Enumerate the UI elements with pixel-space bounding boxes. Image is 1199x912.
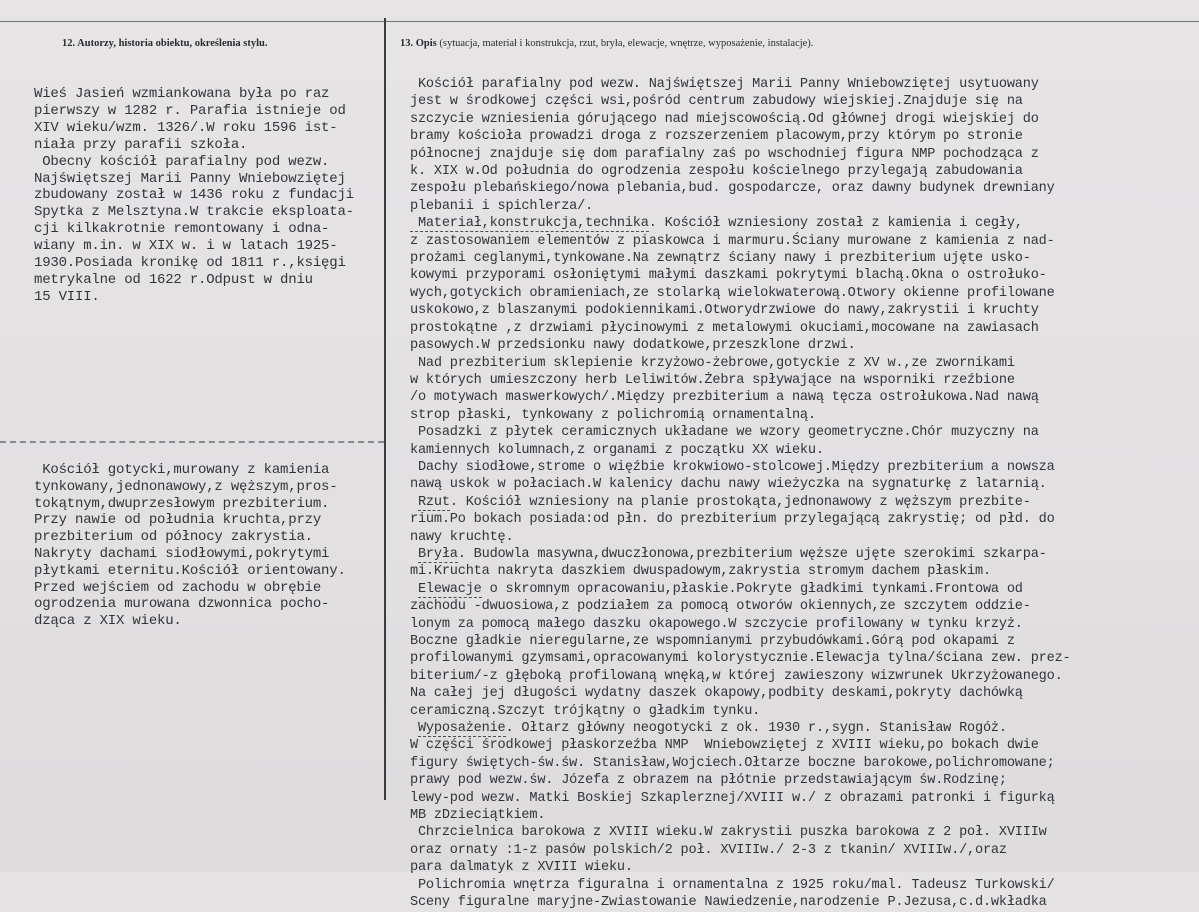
description-line: Nad prezbiterium sklepienie krzyżowo-żebrowe,gotyckie z XV w.,ze zwornikami bbox=[410, 355, 1015, 371]
description-line: pasowych.W przedsionku nawy dodatkowe,przeszklone drzwi. bbox=[410, 338, 856, 354]
description-line: Na całej jej długości wydatny daszek okapowy,podbity deskami,pokryty dachówką bbox=[410, 686, 1023, 702]
column-divider bbox=[384, 18, 386, 800]
history-line: 1930.Posiada kronikę od 1811 r.,księgi bbox=[34, 255, 346, 272]
style-line: tokątnym,dwuprzesłowym prezbiterium. bbox=[34, 495, 330, 512]
style-line: Przy nawie od południa kruchta,przy bbox=[34, 512, 322, 529]
description-line: Elewacje o skromnym opracowaniu,płaskie.Pokryte gładkimi tynkami.Frontowa od bbox=[417, 581, 1023, 597]
description-line: uskokowo,z blaszanymi podokiennikami.Otworydrzwiowe do nawy,zakrystii i kruchty bbox=[410, 303, 1039, 319]
description-line: figury świętych-św.św. Stanisław,Wojciech.Ołtarze boczne barokowe,polichromowane; bbox=[410, 755, 1055, 771]
description-line: MB zDzieciątkiem. bbox=[410, 808, 546, 824]
section-13-title: 13. Opis bbox=[400, 38, 437, 49]
history-line: cji kilkakrotnie remontowany i odna- bbox=[34, 221, 330, 238]
history-line: 15 VIII. bbox=[34, 288, 100, 305]
description-line: nawą uskok w połaciach.W kalenicy dachu nawy wieżyczka na sygnaturkę z latarnią. bbox=[410, 477, 1047, 493]
history-line: zbudowany został w 1436 roku z fundacji bbox=[34, 187, 354, 204]
history-line: Najświętszej Marii Panny Wniebowziętej bbox=[34, 170, 346, 187]
history-text bbox=[34, 86, 354, 306]
section-13-subtitle: (sytuacja, materiał i konstrukcja, rzut, bryła, elewacje, wnętrze, wyposażenie, instalacje). bbox=[439, 38, 814, 49]
description-line: rium.Po bokach posiada:od płn. do prezbiterium przylegającą zakrystię; od płd. do bbox=[410, 512, 1055, 528]
description-line: prożami ceglanymi,tynkowane.Na zewnątrz ściany nawy i prezbiterium ujęte usko- bbox=[410, 251, 1031, 267]
section-13-header bbox=[400, 38, 813, 49]
description-text bbox=[410, 76, 1070, 912]
history-line: XIV wieku/wzm. 1326/.W roku 1596 ist- bbox=[34, 119, 338, 136]
description-line: mi.Kruchta nakryta daszkiem dwuspadowym,zakrystia stromym dachem płaskim. bbox=[410, 564, 991, 580]
section-12-title: 12. Autorzy, historia obiektu, określenia stylu. bbox=[62, 38, 268, 49]
description-line: oraz ornaty :1-z pasów polskich/2 poł. XVIIIw./ 2-3 z tkanin/ XVIIIw./,oraz bbox=[410, 842, 1007, 858]
underlined-heading: Rzut bbox=[417, 494, 450, 510]
description-line: lonym za pomocą małego daszku okapowego.W szczycie profilowany w tynku krzyż. bbox=[410, 616, 1023, 632]
description-line: bramy kościoła prowadzi droga z rozszerzeniem placowym,przy którym po stronie bbox=[410, 129, 1023, 145]
underlined-heading: Elewacje bbox=[417, 581, 482, 597]
description-line: Wyposażenie. Ołtarz główny neogotycki z ok. 1930 r.,sygn. Stanisław Rogóż. bbox=[417, 721, 1007, 737]
description-line: kowymi przyporami osłoniętymi małymi daszkami pokrytymi blachą.Okna o ostrołuko- bbox=[410, 268, 1047, 284]
description-line: północnej znajduje się dom parafialny zaś po wschodniej figura NMP pochodząca z bbox=[410, 146, 1039, 162]
description-line: wych,gotyckich obramieniach,ze stolarką wielokwaterową.Otwory okienne profilowane bbox=[410, 285, 1055, 301]
description-line: Kościół parafialny pod wezw. Najświętszej Marii Panny Wniebowziętej usytuowany bbox=[410, 77, 1039, 92]
description-line: Posadzki z płytek ceramicznych układane we wzory geometryczne.Chór muzyczny na bbox=[410, 425, 1039, 441]
history-line: Wieś Jasień wzmiankowana była po raz bbox=[34, 86, 330, 102]
left-section-divider bbox=[0, 441, 384, 443]
description-line: nawy kruchtę. bbox=[410, 529, 514, 545]
description-line: strop płaski, tynkowany z polichromią ornamentalną. bbox=[410, 407, 816, 423]
description-line: Rzut. Kościół wzniesiony na planie prostokąta,jednonawowy z węższym prezbite- bbox=[417, 494, 1031, 510]
description-line: w których umieszczony herb Leliwitów.Żebra spływające na wsporniki rzeźbione bbox=[410, 372, 1015, 388]
history-line: metrykalne od 1622 r.Odpust w dniu bbox=[34, 271, 313, 288]
history-line: Obecny kościół parafialny pod wezw. bbox=[34, 153, 330, 170]
history-line: wiany m.in. w XIX w. i w latach 1925- bbox=[34, 238, 338, 255]
description-line: jest w środkowej części wsi,pośród centrum zabudowy wiejskiej.Znajduje się na bbox=[410, 94, 1023, 110]
description-line: zespołu plebańskiego/nowa plebania,bud. gospodarcze, oraz dawny budynek drewniany bbox=[410, 181, 1055, 197]
history-line: pierwszy w 1282 r. Parafia istnieje od bbox=[34, 102, 346, 119]
description-line: Materiał,konstrukcja,technika. Kościół wzniesiony został z kamienia i cegły, bbox=[410, 216, 1023, 232]
history-line: Spytka z Melsztyna.W trakcie eksploata- bbox=[34, 204, 354, 221]
description-line: szczycie wzniesienia górującego nad miejscowością.Od głównej drogi wiejskiej do bbox=[410, 111, 1039, 127]
description-line: Bryła. Budowla masywna,dwuczłonowa,prezbiterium węższe ujęte szerokimi szkarpa- bbox=[417, 546, 1047, 562]
description-line: Sceny figuralne maryjne-Zwiastowanie Nawiedzenie,narodzenie P.Jezusa,c.d.wkładka bbox=[410, 895, 1047, 911]
underlined-heading: Wyposażenie bbox=[417, 721, 506, 737]
description-line: prostokątne ,z drzwiami płycinowymi z metalowymi okuciami,mocowane na zawiasach bbox=[410, 320, 1039, 336]
style-line: ogrodzenia murowana dzwonnica pocho- bbox=[34, 596, 330, 613]
description-line: ceramiczną.Szczyt trójkątny o gładkim tynku. bbox=[410, 703, 761, 719]
style-line: Nakryty dachami siodłowymi,pokrytymi bbox=[34, 545, 330, 562]
description-line: Polichromia wnętrza figuralna i ornamentalna z 1925 roku/mal. Tadeusz Turkowski/ bbox=[410, 877, 1055, 893]
description-line: W części środkowej płaskorzeźba NMP Wniebowziętej z XVIII wieku,po bokach dwie bbox=[410, 738, 1039, 754]
description-line: kamiennych kolumnach,z organami z początku XX wieku. bbox=[410, 442, 824, 458]
description-line: prawy pod wezw.św. Józefa z obrazem na płótnie przedstawiającym św.Rodzinę; bbox=[410, 773, 1007, 789]
history-line: niała przy parafii szkoła. bbox=[34, 136, 248, 153]
description-line: Dachy siodłowe,strome o więźbie krokwiowo-stolcowej.Między prezbiterium a nowsza bbox=[410, 459, 1055, 475]
style-text bbox=[34, 462, 346, 630]
underlined-heading: Bryła bbox=[417, 546, 458, 562]
description-line: Chrzcielnica barokowa z XVIII wieku.W zakrystii puszka barokowa z 2 poł. XVIIIw bbox=[410, 825, 1047, 841]
description-line: /o motywach maswerkowych/.Między prezbiterium a nawą tęcza ostrołukowa.Nad nawą bbox=[410, 390, 1039, 406]
description-line: plebanii i spichlerza/. bbox=[410, 198, 594, 214]
style-line: Przed wejściem od zachodu w obrębie bbox=[34, 579, 322, 596]
style-line: płytkami eternitu.Kościół orientowany. bbox=[34, 562, 346, 579]
description-line: profilowanymi gzymsami,opracowanymi kolorystycznie.Elewacja tylna/ściana zew. prez- bbox=[410, 651, 1071, 667]
style-line: Kościół gotycki,murowany z kamienia bbox=[34, 462, 330, 478]
underlined-heading: Materiał,konstrukcja,technika bbox=[410, 216, 649, 232]
description-line: biterium/-z głęboką profilowaną wnęką,w której zawieszony wizwrunek Ukrzyżowanego. bbox=[410, 668, 1063, 684]
description-line: lewy-pod wezw. Matki Boskiej Szkaplerznej/XVIII w./ z obrazami patronki i figurką bbox=[410, 790, 1055, 806]
style-line: prezbiterium od północy zakrystia. bbox=[34, 529, 313, 546]
style-line: dząca z XIX wieku. bbox=[34, 613, 182, 630]
description-line: para dalmatyk z XVIII wieku. bbox=[410, 860, 633, 876]
top-rule bbox=[0, 21, 1199, 22]
style-line: tynkowany,jednonawowy,z węższym,pros- bbox=[34, 478, 338, 495]
description-line: zachodu -dwuosiowa,z podziałem za pomocą otworów okiennych,ze szczytem oddzie- bbox=[410, 599, 1031, 615]
description-line: Boczne gładkie nieregularne,ze wspomnianymi przybudówkami.Górą pod okapami z bbox=[410, 634, 1015, 649]
description-line: z zastosowaniem elementów z piaskowca i marmuru.Ściany murowane z kamienia z nad- bbox=[410, 233, 1055, 249]
description-line: k. XIX w.Od południa do ogrodzenia zespołu kościelnego przylegają zabudowania bbox=[410, 164, 1023, 180]
section-12-header bbox=[62, 38, 267, 49]
